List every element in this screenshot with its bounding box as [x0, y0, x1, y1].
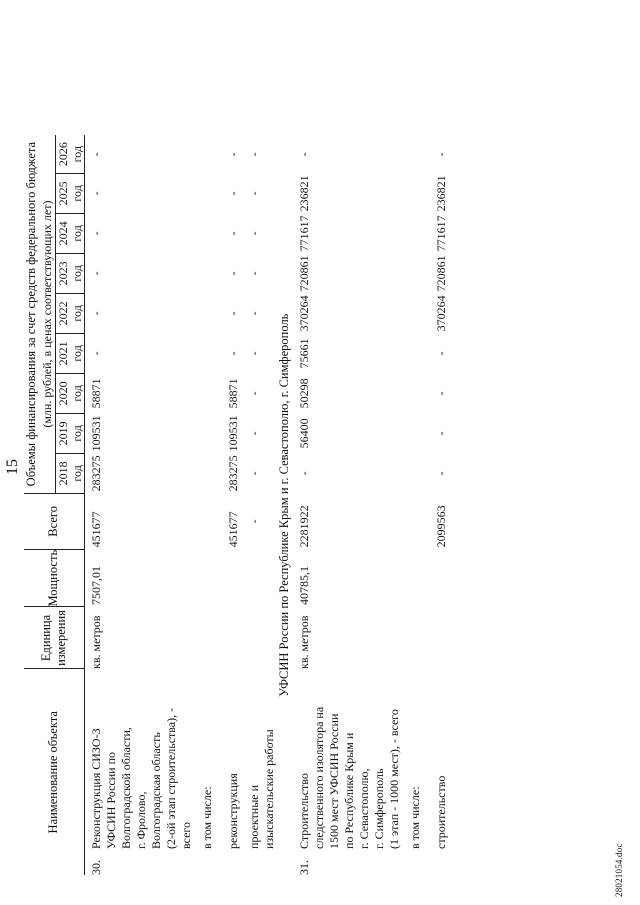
table-row-reconstruction: [220, 135, 241, 875]
value-cell: 283275: [89, 455, 104, 492]
value-cell: -: [247, 152, 262, 157]
value-cell: 58871: [226, 378, 241, 409]
value-cell: 720861: [297, 255, 312, 292]
value-cell: -: [247, 191, 262, 196]
total-cell: -: [247, 519, 262, 524]
header-total: Всего: [24, 493, 85, 549]
table-row-construction: [428, 135, 449, 875]
value-cell: -: [226, 351, 241, 356]
value-cell: -: [89, 311, 104, 316]
table-row-region: [277, 135, 293, 875]
header-unit: Единица измерения: [24, 607, 85, 669]
table-row: [194, 135, 220, 875]
table-row-object-31: [293, 135, 402, 875]
value-cell: -: [434, 391, 449, 396]
value-cell: 109531: [226, 415, 241, 452]
region-header: УФСИН России по Республике Крым и г. Севастополю, г. Симферополь: [277, 313, 292, 697]
sub-item-name: проектные и изыскательские работы: [247, 729, 277, 849]
object-name: Строительство следственного изолятора на 1500 мест УФСИН России по Республике Крым и г. Севастополю, г. Симферополь (1 этап - 1000 мест), - всего: [297, 706, 402, 849]
value-cell: -: [89, 152, 104, 157]
year-header: 2019 год: [55, 413, 85, 453]
value-cell: 283275: [226, 455, 241, 492]
value-cell: -: [226, 271, 241, 276]
value-cell: -: [226, 311, 241, 316]
value-cell: -: [434, 351, 449, 356]
value-cell: -: [89, 351, 104, 356]
value-cell: -: [434, 431, 449, 436]
value-cell: -: [247, 471, 262, 476]
value-cell: -: [226, 152, 241, 157]
value-cell: -: [89, 231, 104, 236]
table-row: [402, 135, 428, 875]
value-cell: -: [247, 271, 262, 276]
value-cell: -: [297, 471, 312, 476]
year-header: 2025 год: [55, 173, 85, 213]
sub-item-name: строительство: [434, 775, 449, 849]
value-cell: 236821: [434, 175, 449, 212]
value-cell: -: [297, 152, 312, 157]
value-cell: 771617: [297, 215, 312, 252]
header-funding: Объемы финансирования за счет средств федерального бюджета: [24, 135, 40, 493]
unit-cell: кв. метров: [297, 615, 312, 669]
object-name: Реконструкция СИЗО-3 УФСИН России по Волгоградской области, г. Фролово, Волгоградская область (2-ой этап строительства), - всего: [89, 707, 194, 849]
sub-item-name: реконструкция: [226, 773, 241, 849]
capacity-cell: 7507,01: [89, 566, 104, 605]
row-number: 31.: [297, 860, 312, 875]
value-cell: -: [434, 152, 449, 157]
value-cell: -: [247, 431, 262, 436]
total-cell: 2099563: [434, 505, 449, 548]
year-header: 2024 год: [55, 213, 85, 253]
value-cell: -: [226, 231, 241, 236]
header-name: Наименование объекта: [24, 669, 85, 875]
value-cell: -: [247, 311, 262, 316]
value-cell: 236821: [297, 175, 312, 212]
unit-cell: кв. метров: [89, 615, 104, 669]
value-cell: 58871: [89, 378, 104, 409]
total-cell: 451677: [89, 511, 104, 548]
year-header: 2018 год: [55, 453, 85, 493]
value-cell: -: [89, 191, 104, 196]
value-cell: 771617: [434, 215, 449, 252]
capacity-cell: 40785,1: [297, 566, 312, 605]
value-cell: 56400: [297, 418, 312, 449]
value-cell: 50298: [297, 378, 312, 409]
value-cell: 720861: [434, 255, 449, 292]
page-number: 15: [4, 459, 21, 475]
header-funding-sub: (млн. рублей, в ценах соответствующих лет): [40, 135, 56, 493]
value-cell: -: [247, 391, 262, 396]
total-cell: 451677: [226, 511, 241, 548]
value-cell: 370264: [434, 295, 449, 332]
table-row-design-works: [241, 135, 277, 875]
document-code: 28021054.doc: [614, 843, 624, 897]
year-header: 2022 год: [55, 293, 85, 333]
value-cell: 75661: [297, 338, 312, 369]
value-cell: -: [434, 471, 449, 476]
value-cell: -: [226, 191, 241, 196]
year-header: 2026 год: [55, 135, 85, 173]
table-row-object-30: [85, 135, 195, 875]
header-capacity: Мощность: [24, 549, 85, 607]
row-number: 30.: [89, 860, 104, 875]
funding-table: [24, 135, 449, 875]
value-cell: 109531: [89, 415, 104, 452]
value-cell: -: [247, 231, 262, 236]
year-header: 2023 год: [55, 253, 85, 293]
including-label: в том числе:: [200, 786, 215, 849]
value-cell: -: [247, 351, 262, 356]
year-header: 2020 год: [55, 373, 85, 413]
including-label: в том числе:: [408, 786, 423, 849]
total-cell: 2281922: [297, 505, 312, 548]
value-cell: -: [89, 271, 104, 276]
value-cell: 370264: [297, 295, 312, 332]
year-header: 2021 год: [55, 333, 85, 373]
